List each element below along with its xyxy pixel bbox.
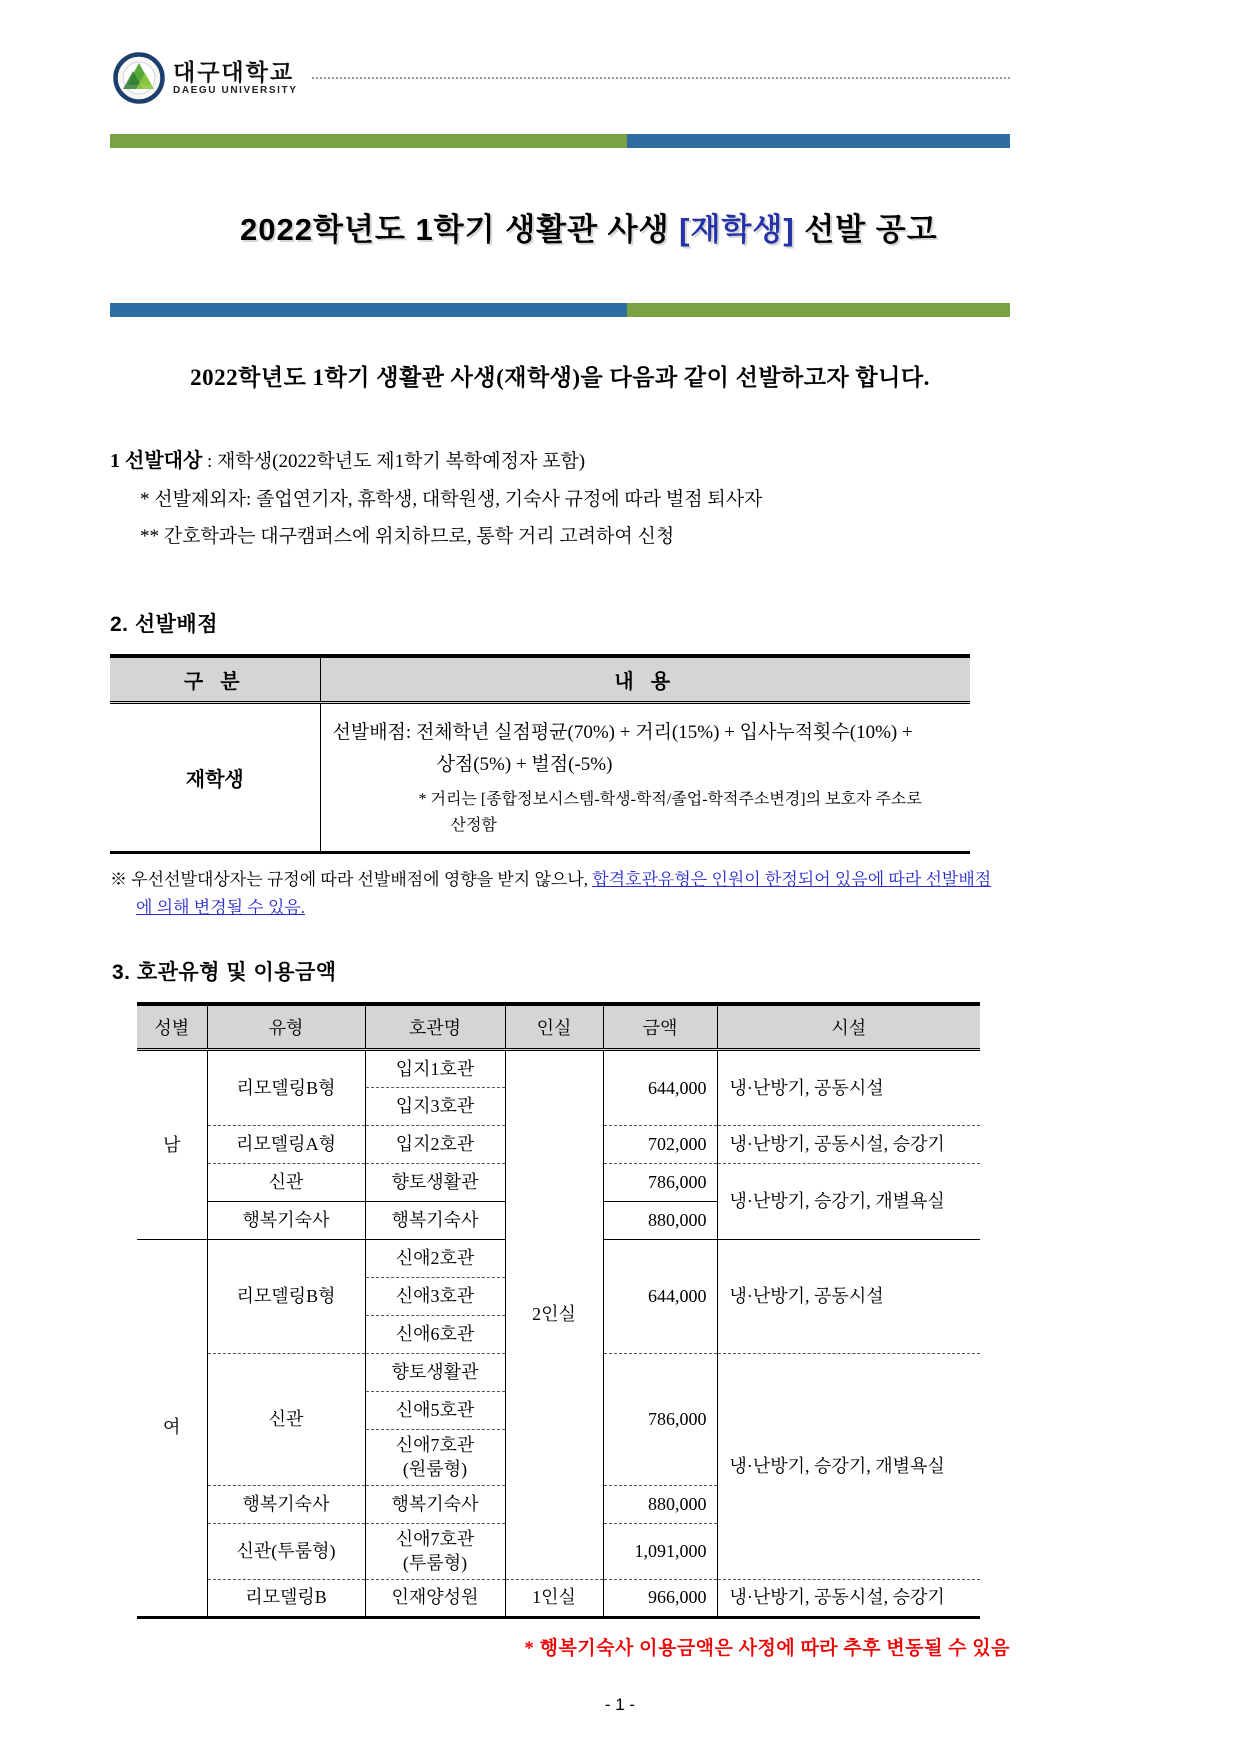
hall-name-line2: (원룸형) — [402, 1458, 468, 1479]
section1-note-excluded: * 선발제외자: 졸업연기자, 휴학생, 대학원생, 기숙사 규정에 따라 벌점 퇴사자 — [140, 489, 763, 510]
price-cell: 702,000 — [603, 1126, 717, 1164]
priority-selection-footnote — [110, 866, 1002, 922]
column-header-gender: 성별 — [137, 1004, 207, 1050]
gender-male-cell: 남 — [137, 1050, 207, 1240]
price-cell: 786,000 — [603, 1164, 717, 1202]
type-cell: 리모델링B — [207, 1579, 365, 1617]
price-cell: 644,000 — [603, 1240, 717, 1354]
hall-name-line1: 신애7호관 — [395, 1435, 475, 1456]
hall-cell: 입지2호관 — [365, 1126, 505, 1164]
type-cell: 행복기숙사 — [207, 1486, 365, 1524]
gender-female-cell: 여 — [137, 1240, 207, 1618]
section1-heading — [110, 444, 1010, 473]
university-seal-icon — [113, 52, 165, 104]
section2-heading: 2. 선발배점 — [110, 612, 218, 636]
facility-cell: 냉·난방기, 공동시설, 승강기 — [717, 1126, 980, 1164]
price-cell: 966,000 — [603, 1579, 717, 1617]
criteria-distance-note: * 거리는 [종합정보시스템-학생-학적/졸업-학적주소변경]의 보호자 주소로 — [418, 791, 922, 808]
facility-cell: 냉·난방기, 승강기, 개별욕실 — [717, 1164, 980, 1240]
hall-cell: 입지1호관 — [365, 1050, 505, 1088]
hall-cell: 신애6호관 — [365, 1316, 505, 1354]
logo-english-text: DAEGU UNIVERSITY — [173, 84, 298, 96]
column-header-price: 금액 — [603, 1004, 717, 1050]
table-row — [137, 1579, 980, 1617]
type-cell: 신관 — [207, 1354, 365, 1486]
column-header-type: 유형 — [207, 1004, 365, 1050]
price-cell: 880,000 — [603, 1202, 717, 1240]
facility-cell: 냉·난방기, 공동시설 — [717, 1240, 980, 1354]
header — [0, 0, 1240, 104]
price-cell: 1,091,000 — [603, 1524, 717, 1580]
hall-cell: 향토생활관 — [365, 1354, 505, 1392]
university-logo — [113, 52, 298, 104]
page-number: - 1 - — [604, 1695, 636, 1714]
type-cell: 리모델링A형 — [207, 1126, 365, 1164]
table-header-row — [110, 656, 970, 703]
type-cell: 행복기숙사 — [207, 1202, 365, 1240]
price-cell: 880,000 — [603, 1486, 717, 1524]
facility-cell: 냉·난방기, 공동시설 — [717, 1050, 980, 1126]
criteria-formula-line2: 상점(5%) + 벌점(-5%) — [436, 753, 613, 775]
selection-criteria-table — [110, 654, 970, 854]
hall-cell: 신애2호관 — [365, 1240, 505, 1278]
hall-cell: 행복기숙사 — [365, 1202, 505, 1240]
column-header-facility: 시설 — [717, 1004, 980, 1050]
page-title — [110, 168, 1010, 285]
title-prefix: 2022학년도 1학기 생활관 사생 — [240, 212, 680, 247]
bar-segment-green — [627, 303, 1010, 317]
title-banner — [110, 134, 1010, 317]
subtitle: 2022학년도 1학기 생활관 사생(재학생)을 다음과 같이 선발하고자 합니다. — [190, 365, 930, 390]
hall-cell — [365, 1524, 505, 1580]
bar-segment-green — [110, 134, 627, 148]
column-header-room: 인실 — [505, 1004, 603, 1050]
section-selection-target — [110, 444, 1010, 552]
column-header-content: 내 용 — [320, 656, 970, 703]
type-cell: 신관(투룸형) — [207, 1524, 365, 1580]
header-dotted-divider — [312, 77, 1010, 79]
footnote-emphasis-text: 합격호관유형은 인원이 한정되어 있음에 따라 선발배점에 의해 변경될 수 있음. — [136, 869, 992, 917]
happy-dormitory-fee-warning: * 행복기숙사 이용금액은 사정에 따라 추후 변동될 수 있음 — [524, 1637, 1010, 1659]
section1-heading-label: 1 선발대상 — [110, 450, 203, 472]
housing-fee-table — [137, 1002, 980, 1619]
title-suffix: 선발 공고 — [794, 212, 938, 247]
column-header-category: 구 분 — [110, 656, 320, 703]
logo-text — [173, 60, 298, 97]
hall-cell: 신애3호관 — [365, 1278, 505, 1316]
logo-korean-text: 대구대학교 — [173, 58, 295, 85]
type-cell: 리모델링B형 — [207, 1240, 365, 1354]
criteria-formula-line1: 선발배점: 전체학년 실점평균(70%) + 거리(15%) + 입사누적횟수(10%) + — [332, 722, 913, 744]
title-bar-top — [110, 134, 1010, 148]
hall-cell: 행복기숙사 — [365, 1486, 505, 1524]
row-label-enrolled-student: 재학생 — [185, 769, 244, 792]
hall-cell: 신애5호관 — [365, 1392, 505, 1430]
hall-cell: 향토생활관 — [365, 1164, 505, 1202]
bar-segment-blue — [627, 134, 1010, 148]
table-row — [137, 1050, 980, 1088]
type-cell: 신관 — [207, 1164, 365, 1202]
facility-cell: 냉·난방기, 공동시설, 승강기 — [717, 1579, 980, 1617]
hall-cell: 입지3호관 — [365, 1088, 505, 1126]
criteria-content-cell — [320, 703, 970, 852]
section1-note-nursing: ** 간호학과는 대구캠퍼스에 위치하므로, 통학 거리 고려하여 신청 — [140, 526, 675, 548]
table-header-row — [137, 1004, 980, 1050]
facility-cell: 냉·난방기, 승강기, 개별욕실 — [717, 1354, 980, 1580]
title-highlight: [재학생] — [679, 212, 795, 247]
criteria-distance-note-cont: 산정함 — [450, 817, 497, 835]
price-cell: 644,000 — [603, 1050, 717, 1126]
hall-cell — [365, 1430, 505, 1486]
section1-heading-value: : 재학생(2022학년도 제1학기 복학예정자 포함) — [202, 451, 586, 472]
section3-heading: 3. 호관유형 및 이용금액 — [112, 960, 337, 984]
footnote-text: ※ 우선선발대상자는 규정에 따라 선발배점에 영향을 받지 않으나, — [110, 869, 593, 889]
room-type-single-cell: 1인실 — [505, 1579, 603, 1617]
column-header-hall: 호관명 — [365, 1004, 505, 1050]
title-bar-bottom — [110, 303, 1010, 317]
price-cell: 786,000 — [603, 1354, 717, 1486]
hall-cell: 인재양성원 — [365, 1579, 505, 1617]
room-type-double-cell: 2인실 — [505, 1050, 603, 1580]
hall-name-line1: 신애7호관 — [395, 1529, 475, 1550]
bar-segment-blue — [110, 303, 627, 317]
hall-name-line2: (투룸형) — [402, 1552, 468, 1573]
type-cell: 리모델링B형 — [207, 1050, 365, 1126]
table-row — [110, 703, 970, 852]
